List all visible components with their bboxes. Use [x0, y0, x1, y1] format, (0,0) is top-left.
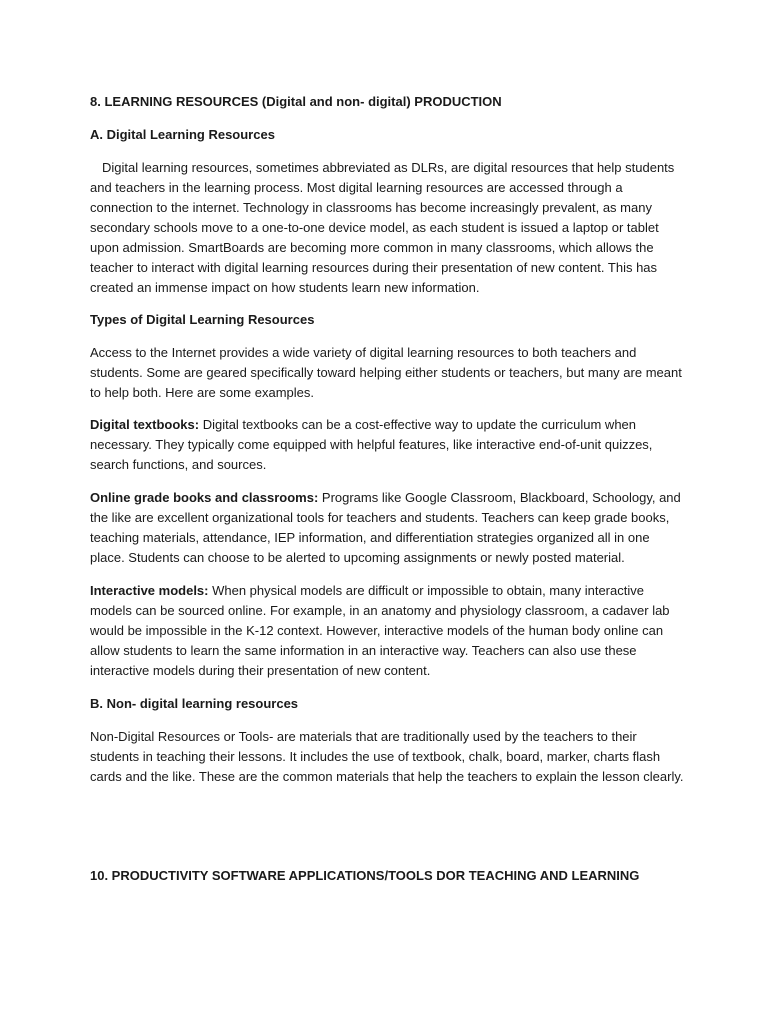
subsection-b-title: B. Non- digital learning resources [90, 696, 299, 711]
item-term: Online grade books and classrooms: [90, 490, 319, 505]
item-text: Digital textbooks can be a cost-effective way to update the curriculum when necessary. They typically come equipped with helpful features, like interactive end-of-unit quizzes, search functions, and sources. [90, 417, 653, 472]
item-text: Programs like Google Classroom, Blackboard, Schoology, and the like are excellent organizational tools for teachers and students. Teachers can keep grade books, teaching materials, attendance, IEP information, and differentiation strategies organized all in one place. Students can choose to be alerted to upcoming assignments or newly posted material. [90, 490, 681, 565]
item-term: Digital textbooks: [90, 417, 200, 432]
item-interactive-models [90, 581, 686, 681]
subsection-a-title: A. Digital Learning Resources [90, 127, 275, 142]
non-digital-paragraph: Non-Digital Resources or Tools- are materials that are traditionally used by the teachers to their students in teaching their lessons. It includes the use of textbook, chalk, board, marker, charts flash cards and the like. These are the common materials that help the teachers to explain the lesson clearly. [90, 729, 684, 784]
section-10-title: 10. PRODUCTIVITY SOFTWARE APPLICATIONS/TOOLS DOR TEACHING AND LEARNING [90, 868, 640, 883]
types-title: Types of Digital Learning Resources [90, 312, 315, 327]
item-term: Interactive models: [90, 583, 209, 598]
item-digital-textbooks [90, 415, 686, 475]
types-paragraph: Access to the Internet provides a wide variety of digital learning resources to both teachers and students. Some are geared specifically toward helping either students or teachers, but many are meant to help both. Here are some examples. [90, 345, 682, 400]
intro-paragraph: Digital learning resources, sometimes abbreviated as DLRs, are digital resources that help students and teachers in the learning process. Most digital learning resources are accessed through a connection to the internet. Technology in classrooms has become increasingly prevalent, as many secondary schools move to a one-to-one device model, as each student is issued a laptop or tablet upon admission. SmartBoards are becoming more common in many classrooms, which allows the teacher to interact with digital learning resources during their presentation of new content. This has created an immense impact on how students learn new information. [90, 160, 675, 295]
item-online-grade-books [90, 488, 686, 568]
item-text: When physical models are difficult or impossible to obtain, many interactive models can be sourced online. For example, in an anatomy and physiology classroom, a cadaver lab would be impossible in the K-12 context. However, interactive models of the human body online can allow students to learn the same information in an interactive way. Teachers can also use these interactive models during their presentation of new content. [90, 583, 670, 678]
section-8-title: 8. LEARNING RESOURCES (Digital and non- digital) PRODUCTION [90, 94, 502, 109]
